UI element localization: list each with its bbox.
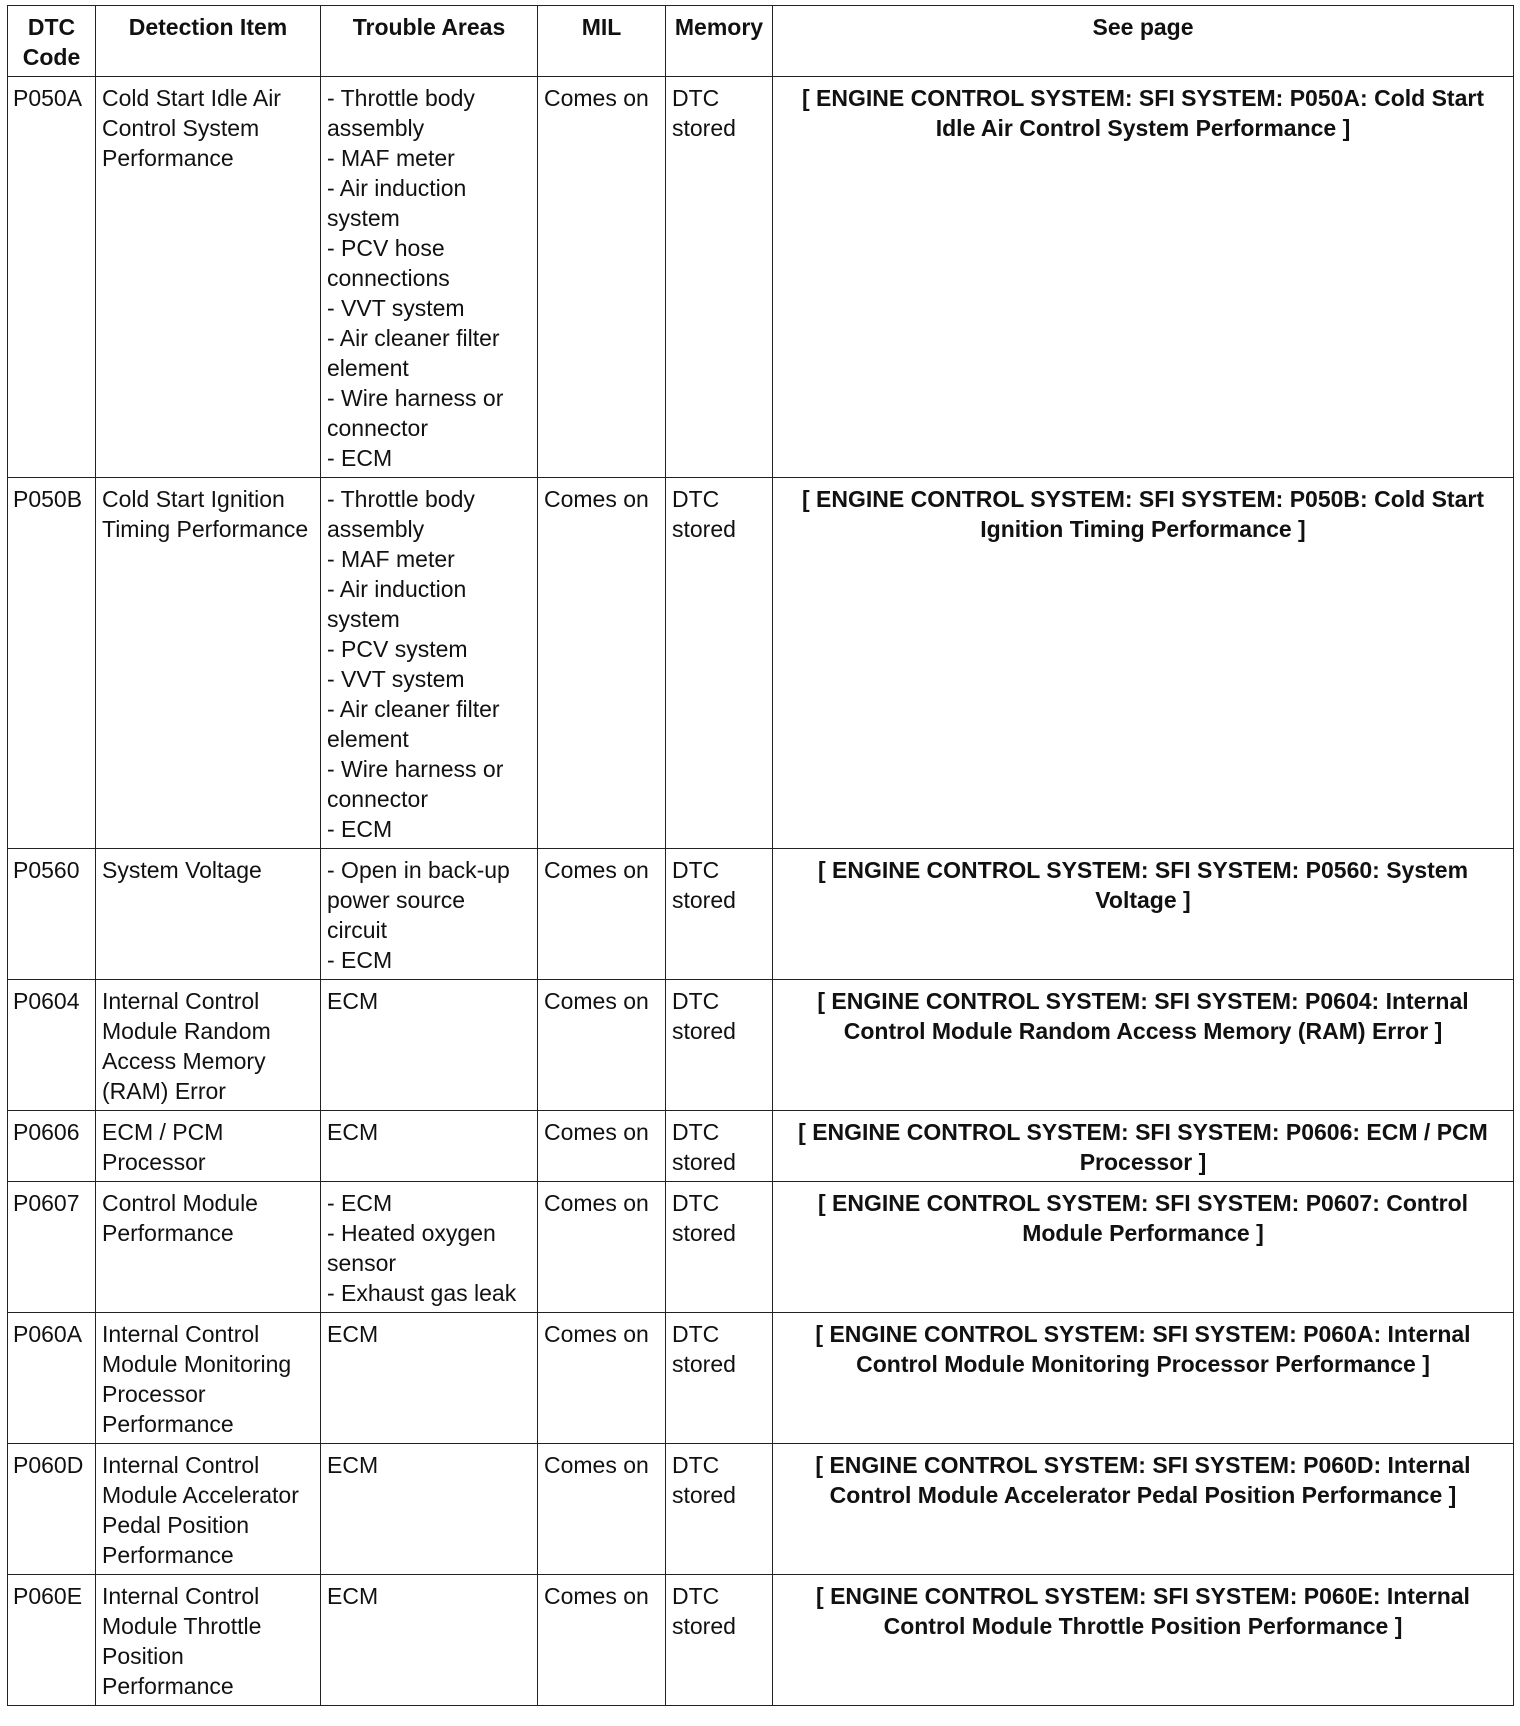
see-page-link: [ ENGINE CONTROL SYSTEM: SFI SYSTEM: P060D: Internal Control Module Accelerator Pedal Position Performance ] [773,1444,1514,1575]
memory-cell: DTC stored [666,1313,773,1444]
dtc-code-cell: P0604 [8,980,96,1111]
dtc-code-cell: P0606 [8,1111,96,1182]
trouble-area-item: - VVT system [327,295,465,321]
detection-item-cell: Control Module Performance [96,1182,321,1313]
header-memory: Memory [666,6,773,77]
trouble-area-item: ECM [327,1452,379,1478]
mil-cell: Comes on [538,77,666,478]
detection-item-cell: ECM / PCM Processor [96,1111,321,1182]
mil-cell: Comes on [538,849,666,980]
table-row [8,849,1514,980]
see-page-link: [ ENGINE CONTROL SYSTEM: SFI SYSTEM: P060A: Internal Control Module Monitoring Processor Performance ] [773,1313,1514,1444]
dtc-code-cell: P060E [8,1575,96,1706]
see-page-link: [ ENGINE CONTROL SYSTEM: SFI SYSTEM: P0607: Control Module Performance ] [773,1182,1514,1313]
table-row [8,1313,1514,1444]
see-page-link: [ ENGINE CONTROL SYSTEM: SFI SYSTEM: P050B: Cold Start Ignition Timing Performance ] [773,478,1514,849]
trouble-area-item: - Wire harness or connector [327,385,504,441]
dtc-code-cell: P050A [8,77,96,478]
header-see-page: See page [773,6,1514,77]
trouble-area-item: - PCV system [327,636,468,662]
detection-item-cell: Cold Start Ignition Timing Performance [96,478,321,849]
dtc-code-cell: P050B [8,478,96,849]
table-row [8,77,1514,478]
mil-cell: Comes on [538,1575,666,1706]
header-mil: MIL [538,6,666,77]
memory-cell: DTC stored [666,1111,773,1182]
header-dtc-code: DTC Code [8,6,96,77]
trouble-area-item: ECM [327,988,379,1014]
trouble-areas-cell [321,1444,538,1575]
trouble-area-item: - Throttle body assembly [327,85,475,141]
table-row [8,1111,1514,1182]
table-row [8,1182,1514,1313]
trouble-areas-cell [321,478,538,849]
detection-item-cell: Internal Control Module Throttle Position Performance [96,1575,321,1706]
trouble-areas-cell [321,1182,538,1313]
table-row [8,980,1514,1111]
trouble-areas-cell [321,980,538,1111]
trouble-area-item: - MAF meter [327,145,455,171]
dtc-code-cell: P0607 [8,1182,96,1313]
table-body [8,77,1514,1706]
trouble-area-item: ECM [327,1321,379,1347]
detection-item-cell: Internal Control Module Accelerator Pedal Position Performance [96,1444,321,1575]
dtc-code-cell: P060D [8,1444,96,1575]
table-row [8,1575,1514,1706]
mil-cell: Comes on [538,478,666,849]
memory-cell: DTC stored [666,1575,773,1706]
memory-cell: DTC stored [666,77,773,478]
dtc-code-cell: P060A [8,1313,96,1444]
table-row [8,1444,1514,1575]
trouble-area-item: - Air cleaner filter element [327,325,500,381]
trouble-area-item: - Air cleaner filter element [327,696,500,752]
memory-cell: DTC stored [666,849,773,980]
dtc-table [7,5,1514,1706]
see-page-link: [ ENGINE CONTROL SYSTEM: SFI SYSTEM: P060E: Internal Control Module Throttle Position Performance ] [773,1575,1514,1706]
mil-cell: Comes on [538,1444,666,1575]
mil-cell: Comes on [538,1182,666,1313]
memory-cell: DTC stored [666,1182,773,1313]
header-detection-item: Detection Item [96,6,321,77]
see-page-link: [ ENGINE CONTROL SYSTEM: SFI SYSTEM: P0606: ECM / PCM Processor ] [773,1111,1514,1182]
dtc-code-cell: P0560 [8,849,96,980]
header-trouble-areas: Trouble Areas [321,6,538,77]
mil-cell: Comes on [538,1313,666,1444]
memory-cell: DTC stored [666,1444,773,1575]
trouble-area-item: - ECM [327,1190,393,1216]
trouble-area-item: ECM [327,1119,379,1145]
trouble-area-item: - ECM [327,816,393,842]
trouble-areas-cell [321,1313,538,1444]
trouble-area-item: - MAF meter [327,546,455,572]
trouble-area-item: - Throttle body assembly [327,486,475,542]
trouble-area-item: - PCV hose connections [327,235,450,291]
detection-item-cell: Internal Control Module Monitoring Processor Performance [96,1313,321,1444]
trouble-areas-cell [321,77,538,478]
memory-cell: DTC stored [666,980,773,1111]
trouble-area-item: - Air induction system [327,576,467,632]
trouble-area-item: ECM [327,1583,379,1609]
trouble-areas-cell [321,1575,538,1706]
detection-item-cell: System Voltage [96,849,321,980]
see-page-link: [ ENGINE CONTROL SYSTEM: SFI SYSTEM: P0560: System Voltage ] [773,849,1514,980]
trouble-areas-cell [321,849,538,980]
see-page-link: [ ENGINE CONTROL SYSTEM: SFI SYSTEM: P050A: Cold Start Idle Air Control System Performance ] [773,77,1514,478]
trouble-area-item: - ECM [327,947,393,973]
trouble-area-item: - Exhaust gas leak [327,1280,517,1306]
trouble-area-item: - Heated oxygen sensor [327,1220,496,1276]
detection-item-cell: Internal Control Module Random Access Memory (RAM) Error [96,980,321,1111]
trouble-area-item: - Open in back-up power source circuit [327,857,510,943]
mil-cell: Comes on [538,980,666,1111]
trouble-area-item: - VVT system [327,666,465,692]
see-page-link: [ ENGINE CONTROL SYSTEM: SFI SYSTEM: P0604: Internal Control Module Random Access Memory (RAM) Error ] [773,980,1514,1111]
trouble-area-item: - Air induction system [327,175,467,231]
detection-item-cell: Cold Start Idle Air Control System Performance [96,77,321,478]
mil-cell: Comes on [538,1111,666,1182]
memory-cell: DTC stored [666,478,773,849]
trouble-area-item: - ECM [327,445,393,471]
trouble-areas-cell [321,1111,538,1182]
table-row [8,478,1514,849]
header-row [8,6,1514,77]
trouble-area-item: - Wire harness or connector [327,756,504,812]
